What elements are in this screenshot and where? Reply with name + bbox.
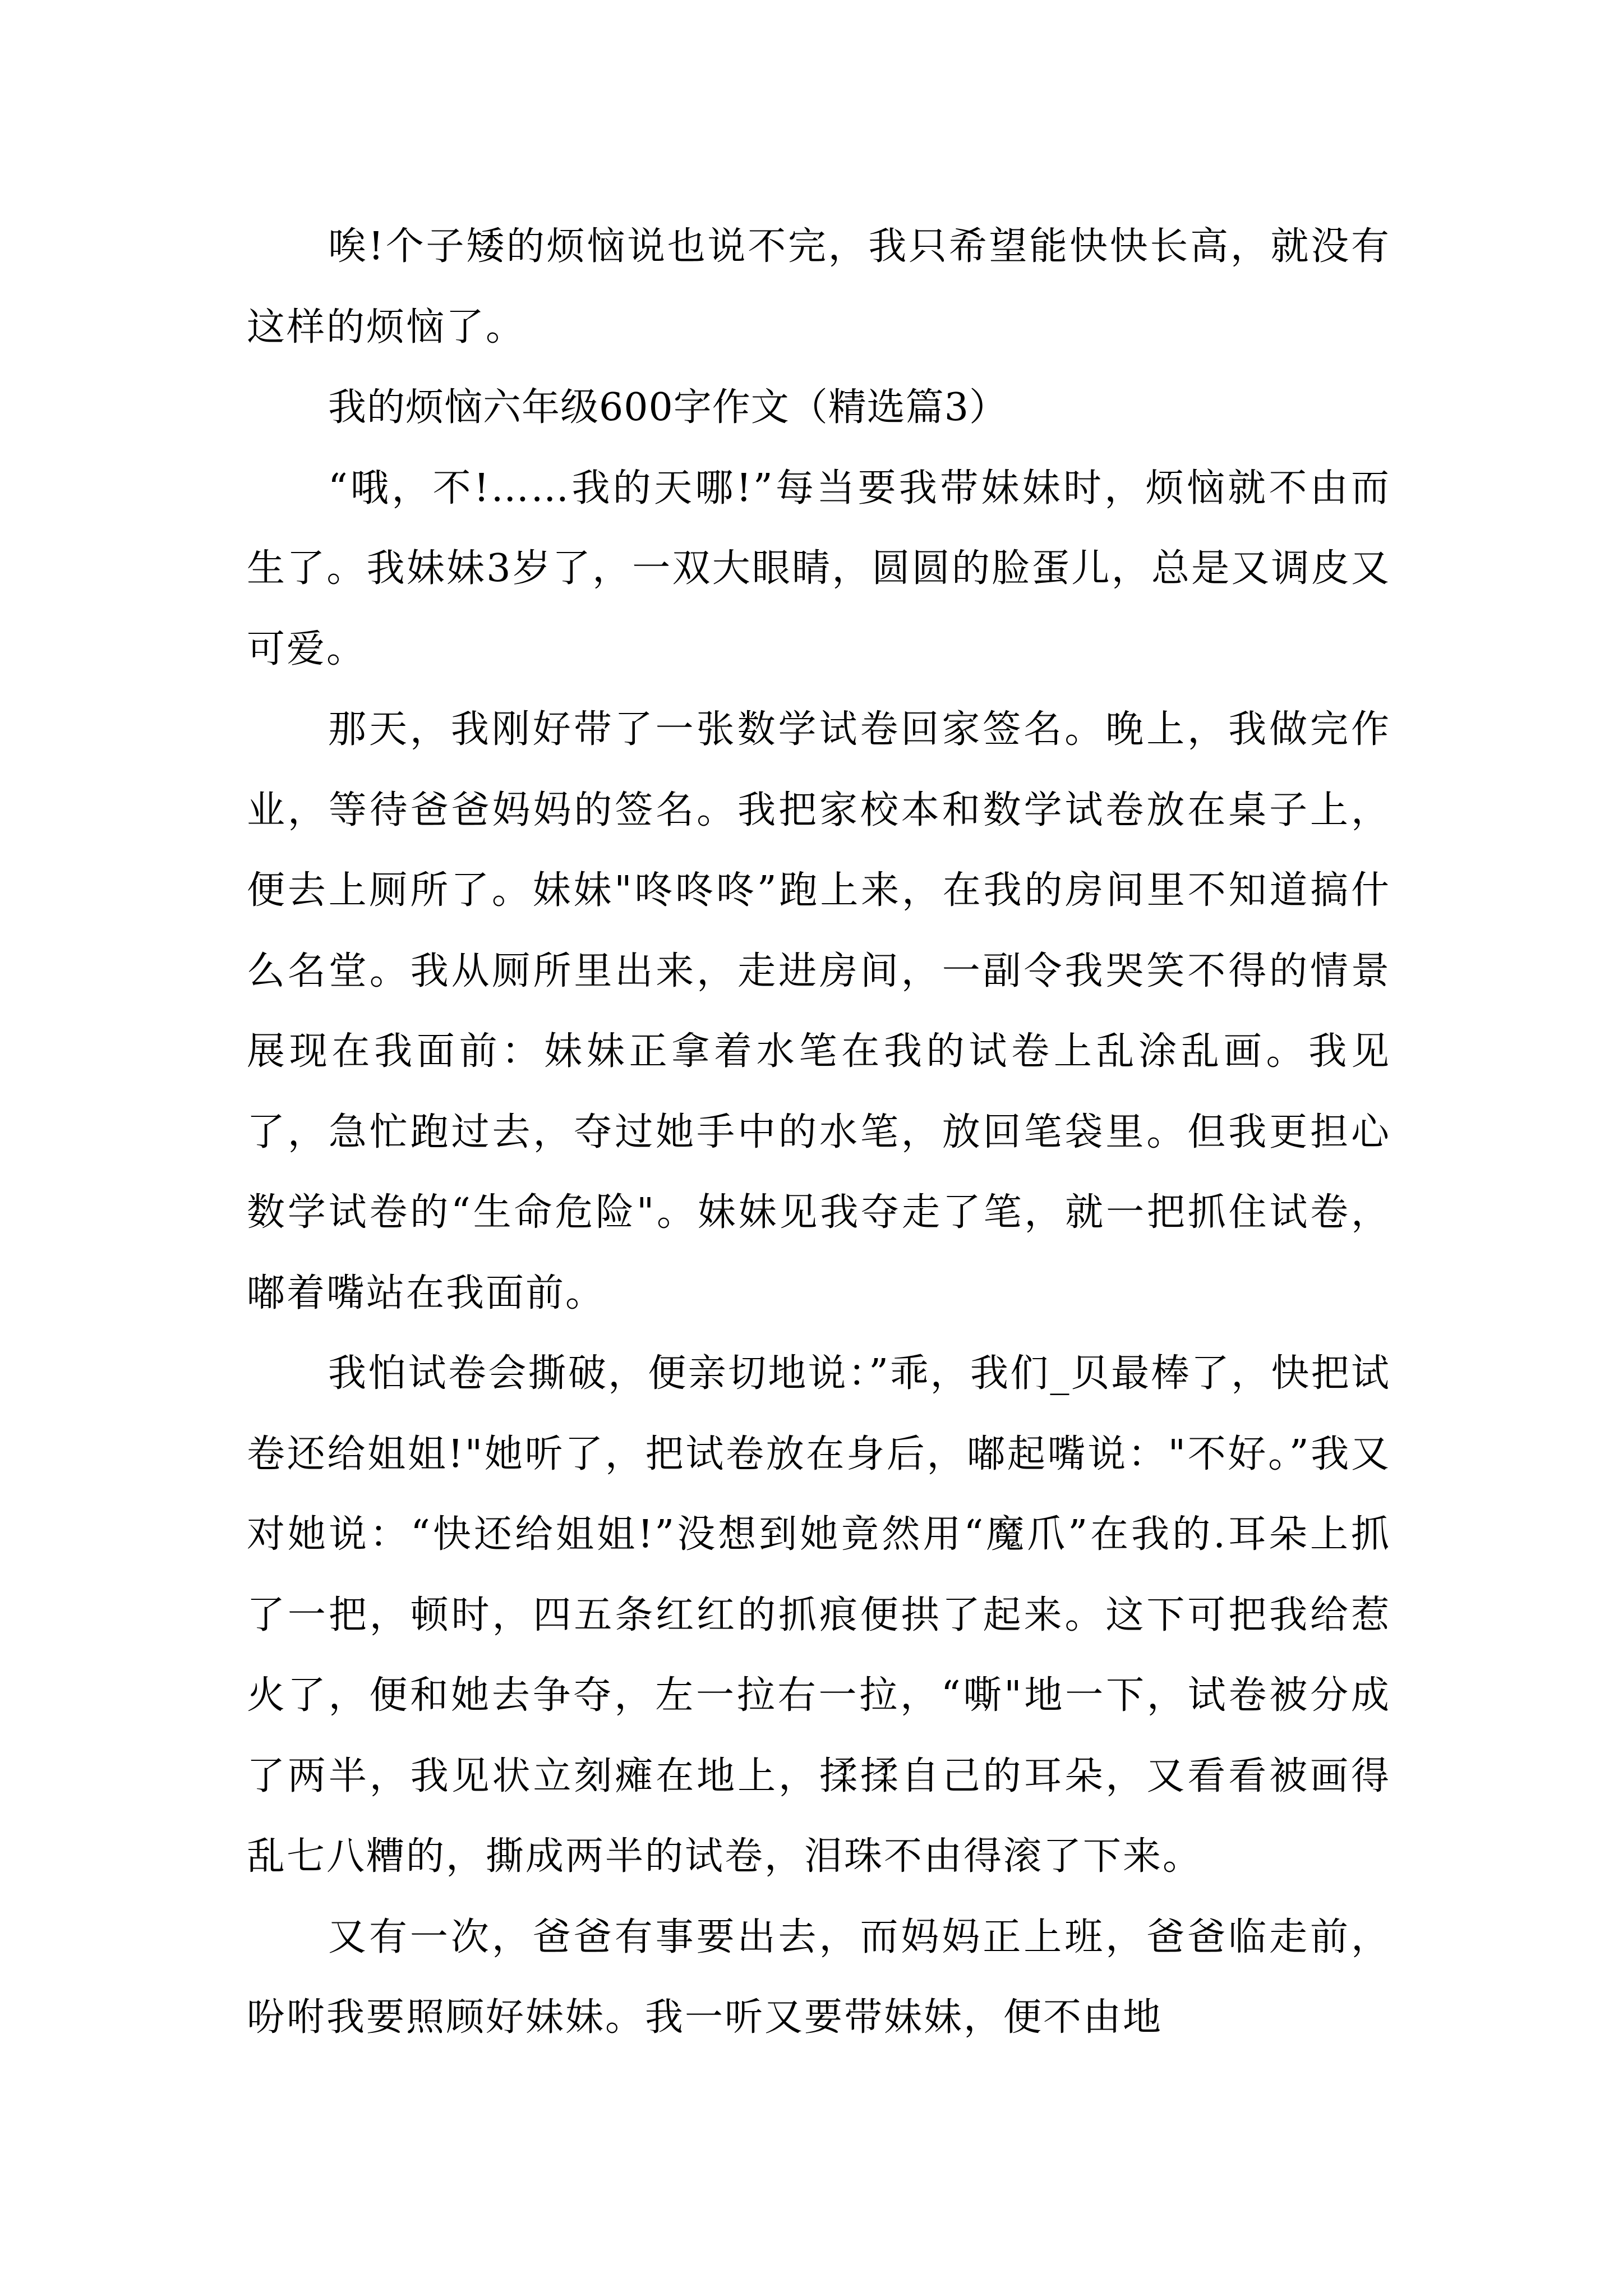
essay-title: 我的烦恼六年级600字作文（精选篇3） <box>328 385 1008 430</box>
paragraph-closing-sigh: 唉!个子矮的烦恼说也说不完，我只希望能快快长高，就没有这样的烦恼了。 <box>247 224 1391 349</box>
paragraph-intro-sister: “哦，不!……我的天哪!”每当要我带妹妹时，烦恼就不由而生了。我妹妹3岁了，一双大眼睛，圆圆的脸蛋儿，总是又调皮又可爱。 <box>247 466 1391 671</box>
essay-body <box>247 206 1391 2058</box>
paragraph-another-time: 又有一次，爸爸有事要出去，而妈妈正上班，爸爸临走前，吩咐我要照顾好妹妹。我一听又要带妹妹，便不由地 <box>247 1915 1391 2040</box>
paragraph-test-paper: 那天，我刚好带了一张数学试卷回家签名。晚上，我做完作业，等待爸爸妈妈的签名。我把家校本和数学试卷放在桌子上，便去上厕所了。妹妹"咚咚咚”跑上来，在我的房间里不知道搞什么名堂。我从厕所里出来，走进房间，一副令我哭笑不得的情景展现在我面前：妹妹正拿着水笔在我的试卷上乱涂乱画。我见了，急忙跑过去，夺过她手中的水笔，放回笔袋里。但我更担心数学试卷的“生命危险"。妹妹见我夺走了笔，就一把抓住试卷，嘟着嘴站在我面前。 <box>247 707 1391 1315</box>
paragraph-torn-paper: 我怕试卷会撕破，便亲切地说：”乖，我们_贝最棒了，快把试卷还给姐姐!"她听了，把试卷放在身后，嘟起嘴说："不好。”我又对她说：“快还给姐姐!”没想到她竟然用“魔爪”在我的.耳朵上抓了一把，顿时，四五条红红的抓痕便拱了起来。这下可把我给惹火了，便和她去争夺，左一拉右一拉，“嘶"地一下，试卷被分成了两半，我见状立刻瘫在地上，揉揉自己的耳朵，又看看被画得乱七八糟的，撕成两半的试卷，泪珠不由得滚了下来。 <box>247 1351 1391 1879</box>
